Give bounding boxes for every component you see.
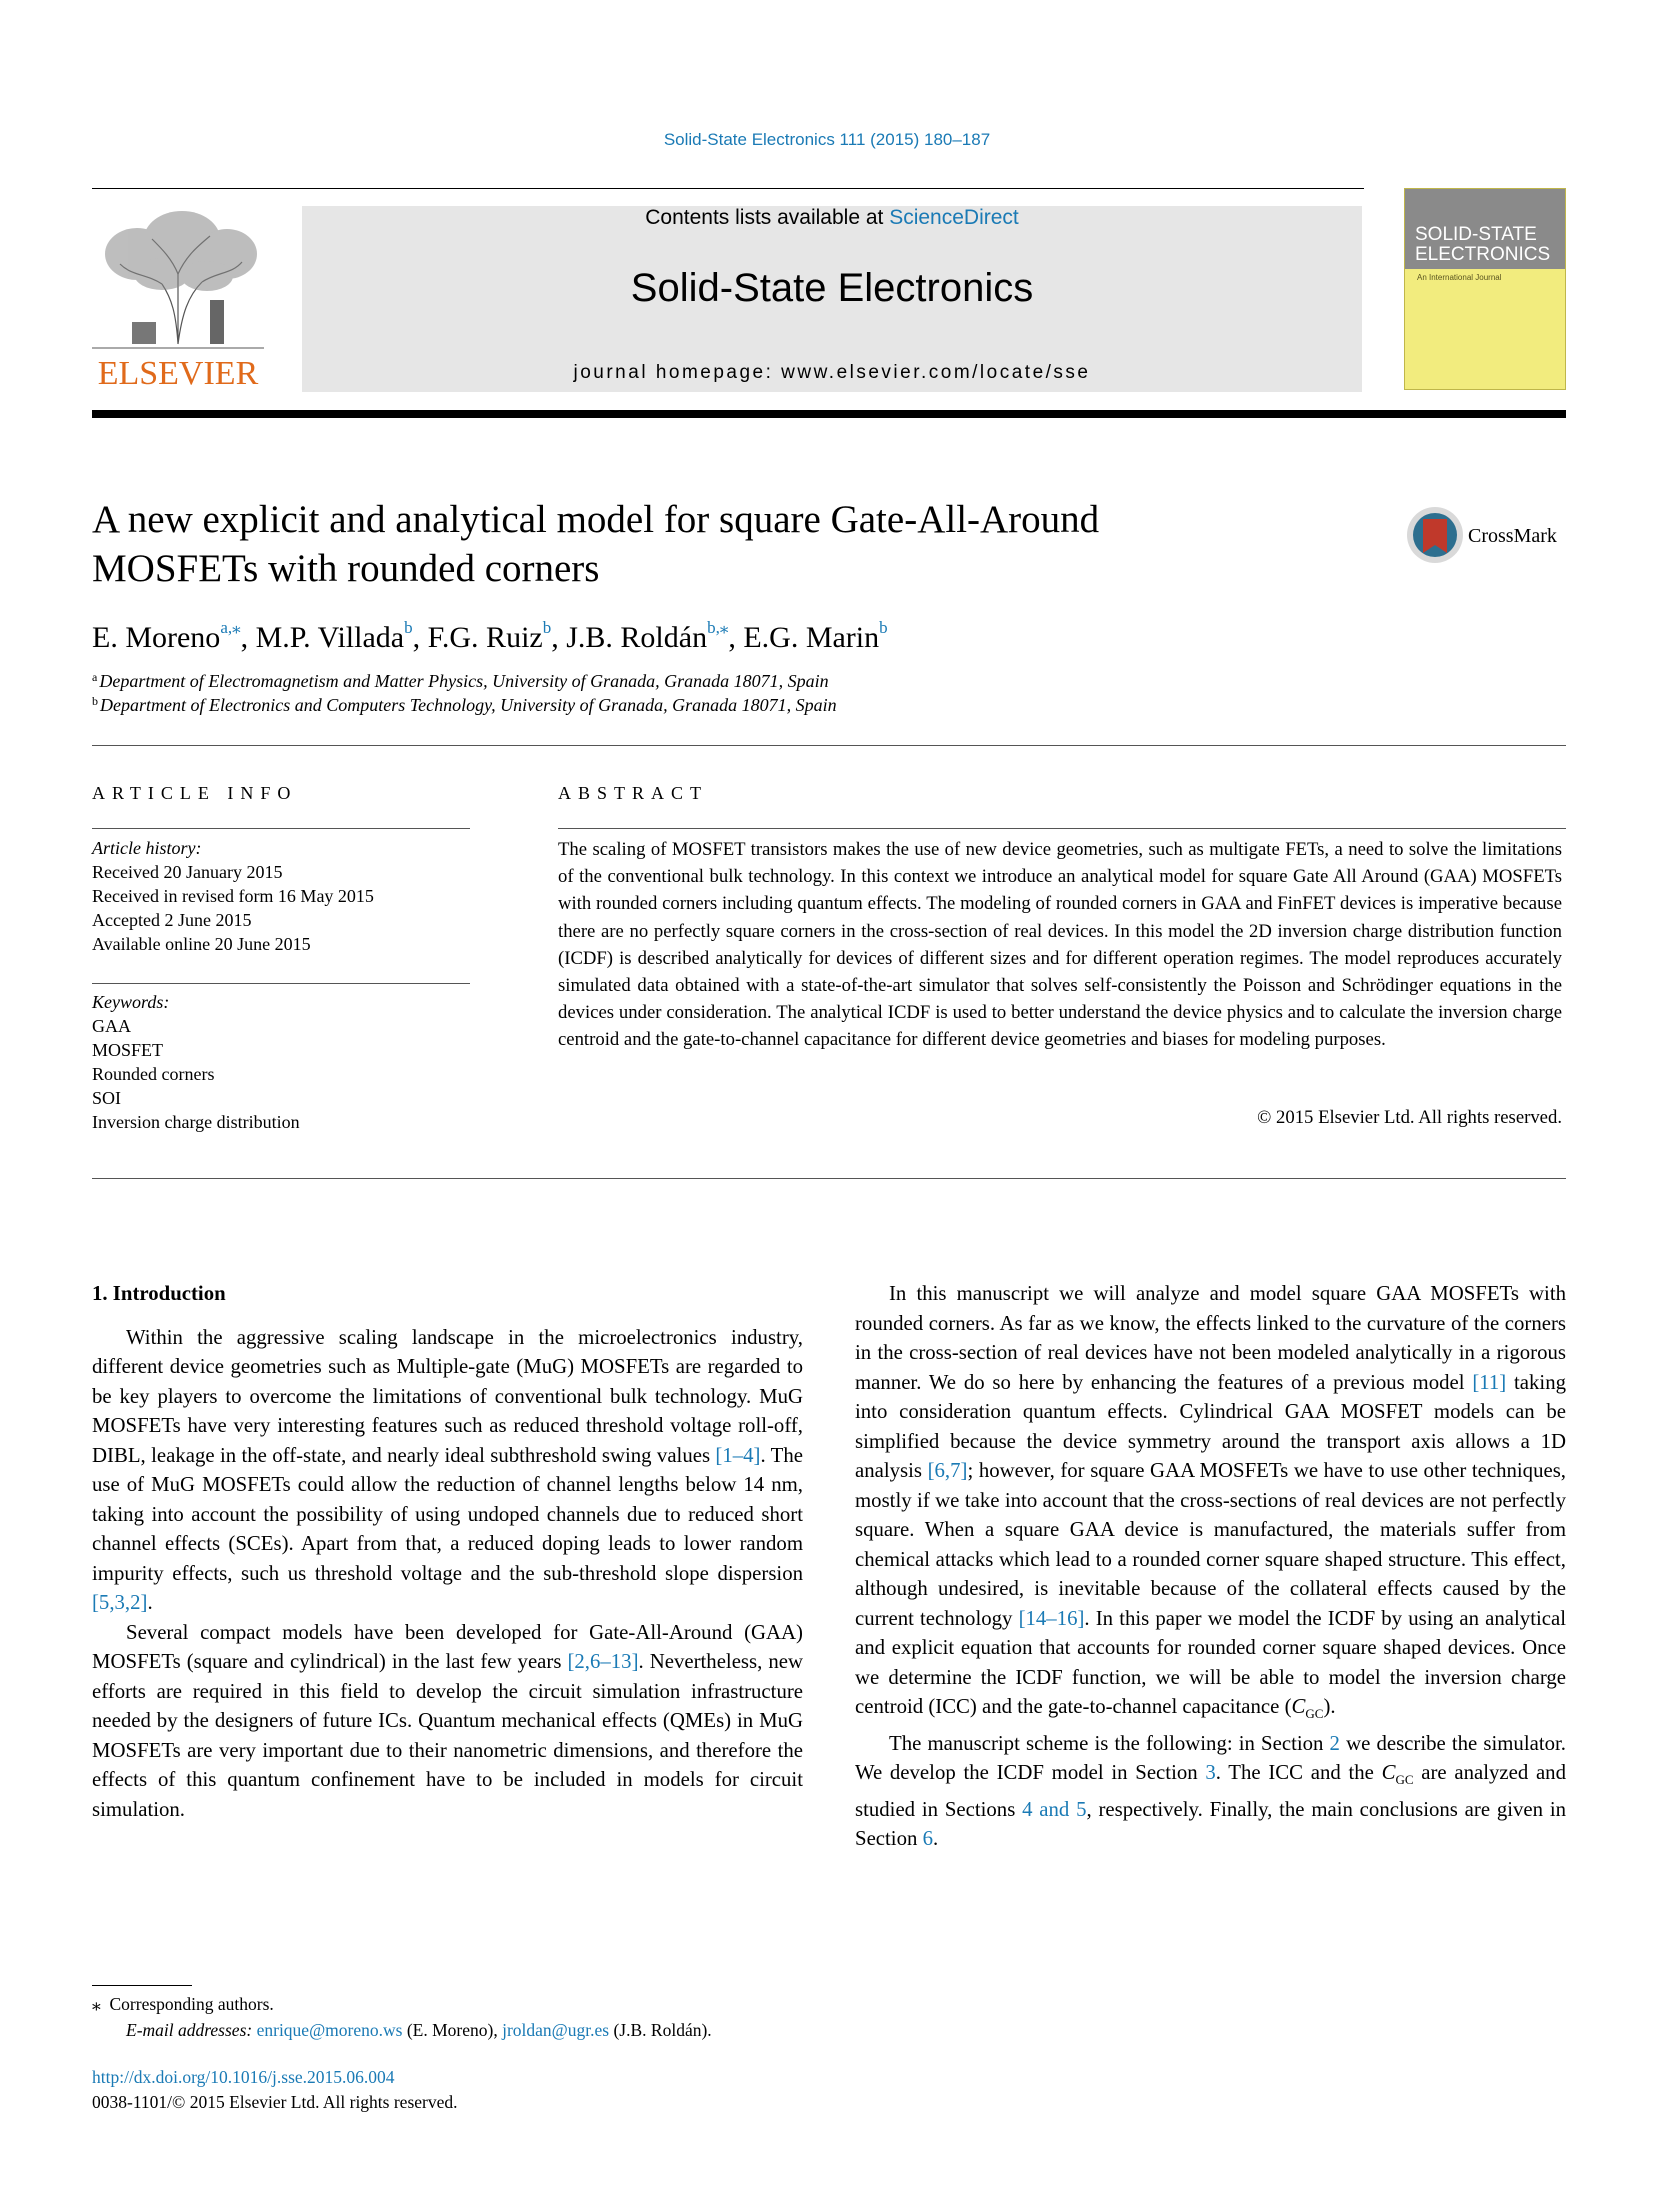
history-accepted: Accepted 2 June 2015 (92, 910, 252, 930)
affiliation-a: $^a$ Department of Electromagnetism and Matter Physics, University of Granada, Granada 18071, Spain (92, 670, 829, 691)
history-received: Received 20 January 2015 (92, 862, 283, 882)
header-top-rule (92, 188, 1364, 189)
body-column-right (855, 1279, 1566, 1854)
history-revised: Received in revised form 16 May 2015 (92, 886, 374, 906)
svg-text:ELSEVIER: ELSEVIER (97, 355, 259, 392)
article-info-rule (92, 828, 470, 829)
crossmark-icon[interactable] (1405, 505, 1465, 565)
keyword: MOSFET (92, 1040, 164, 1060)
author-affiliation-mark[interactable]: b (542, 618, 552, 637)
section-heading-introduction: 1. Introduction (92, 1282, 226, 1305)
elsevier-logo (92, 204, 264, 394)
header-bottom-rule (92, 410, 1566, 418)
contents-available: Contents lists available at ScienceDirect (645, 206, 1019, 229)
author-affiliation-mark[interactable]: a,⁎ (220, 618, 241, 637)
email-link[interactable]: enrique@moreno.ws (256, 2020, 403, 2040)
journal-reference-link[interactable]: Solid-State Electronics 111 (2015) 180–187 (663, 130, 991, 149)
journal-banner (302, 206, 1362, 392)
journal-title: Solid-State Electronics (630, 266, 1034, 310)
section-link[interactable]: 6 (922, 1827, 933, 1851)
crossmark-label[interactable]: CrossMark (1468, 525, 1557, 547)
section-link[interactable]: 2 (1329, 1731, 1340, 1755)
abstract-heading: ABSTRACT (558, 783, 709, 803)
cover-subtitle: An International Journal (1417, 273, 1502, 282)
author-name: M.P. Villada (255, 621, 405, 654)
keyword: SOI (92, 1088, 122, 1108)
abstract-copyright: © 2015 Elsevier Ltd. All rights reserved. (1257, 1107, 1562, 1128)
paper-title: A new explicit and analytical model for square Gate-All-Around MOSFETs with rounded corners (92, 498, 1100, 590)
author-name: F.G. Ruiz (427, 621, 543, 654)
body-paragraph: Several compact models have been developed for Gate-All-Around (GAA) MOSFETs (square and cylindrical) in the last few years [2,6–13]. Nevertheless, new efforts are required in this field to develop the circuit simulation infrastructure needed by the designers of future ICs. Quantum mechanical effects (QMEs) in MuG MOSFETs are very important due to their nanometric dimensions, and therefore the effects of this quantum confinement have to be included in models for circuit simulation. (92, 1620, 803, 1821)
keywords-label: Keywords: (92, 992, 170, 1012)
footnote-rule (92, 1985, 192, 1986)
body-paragraph: In this manuscript we will analyze and model square GAA MOSFETs with rounded corners. As far as we know, the effects linked to the curvature of the corners in the cross-section of real devices have not been modeled analytically in a rigorous manner. We do so here by enhancing the features of a previous model [11] taking into consideration quantum effects. Cylindrical GAA MOSFET models can be simplified because the device symmetry around the transport axis allows a 1D analysis [6,7]; however, for square GAA MOSFETs we have to use other techniques, mostly if we take into account that the cross-sections of real devices are not perfectly square. When a square GAA device is manufactured, the materials suffer from chemical attacks which lead to a rounded corner square shaped structure. This effect, although undesired, is inevitable because of the collateral effects caused by the current technology [14–16]. In this paper we model the ICDF by using an analytical and explicit equation that accounts for rounded corner square shaped devices. Once we determine the ICDF function, we will be able to model the inversion charge centroid (ICC) and the gate-to-channel capacitance $(C_{GC})$. (855, 1282, 1566, 1722)
abstract-rule (558, 828, 1566, 829)
journal-homepage[interactable]: journal homepage: www.elsevier.com/locate/sse (573, 362, 1091, 383)
cover-title: SOLID-STATE ELECTRONICS (1415, 224, 1551, 265)
history-online: Available online 20 June 2015 (92, 934, 311, 954)
article-info-heading: ARTICLE INFO (92, 783, 298, 803)
keyword: Inversion charge distribution (92, 1112, 300, 1132)
journal-cover-image (1404, 188, 1566, 390)
affiliation-b: $^b$ Department of Electronics and Computers Technology, University of Granada, Granada 18071, Spain (92, 694, 837, 715)
citation-link[interactable]: [1–4] (715, 1443, 761, 1467)
issn-copyright: 0038-1101/© 2015 Elsevier Ltd. All rights reserved. (92, 2092, 458, 2112)
footnote (92, 1991, 812, 2043)
author-name: J.B. Roldán (566, 621, 708, 654)
email-link[interactable]: jroldan@ugr.es (502, 2020, 610, 2040)
keywords-rule (92, 983, 470, 984)
author-affiliation-mark[interactable]: b,⁎ (707, 618, 729, 637)
author-name: E.G. Marin (743, 621, 880, 654)
section-link[interactable]: 3 (1205, 1761, 1216, 1785)
email-addresses: E-mail addresses: enrique@moreno.ws (E. Moreno), jroldan@ugr.es (J.B. Roldán). (126, 2020, 712, 2040)
section-link[interactable]: 4 and 5 (1022, 1797, 1087, 1821)
corresponding-authors: ⁎ Corresponding authors. (92, 1994, 274, 2014)
author-affiliation-mark[interactable]: b (879, 618, 888, 637)
author-list: E. Moreno$^{a,⁎}$, M.P. Villada$^b$, F.G. Ruiz$^b$, J.B. Roldán$^{b,⁎}$, E.G. Marin$^b$ (92, 618, 888, 654)
citation-link[interactable]: [6,7] (927, 1459, 968, 1482)
citation-link[interactable]: [2,6–13] (567, 1650, 639, 1673)
sciencedirect-link[interactable]: ScienceDirect (889, 206, 1019, 229)
keyword: Rounded corners (92, 1064, 215, 1084)
keyword: GAA (92, 1016, 131, 1036)
author-affiliation-mark[interactable]: b (404, 618, 413, 637)
citation-link[interactable]: [14–16] (1018, 1606, 1085, 1630)
history-label: Article history: (92, 838, 202, 858)
body-column-left (92, 1279, 803, 1824)
abstract-text: The scaling of MOSFET transistors makes the use of new device geometries, such as multigate FETs, a need to solve the limitations of the conventional bulk technology. In this context we introduce an analytical model for square Gate All Around (GAA) MOSFETs with rounded corners including quantum effects. The modeling of rounded corners in GAA and FinFET devices is imperative because there are no perfectly square corners in the cross-section of real devices. In this model the 2D inversion charge distribution function (ICDF) is described analytically for devices of different sizes and for different operation regimes. The model reproduces accurately simulated data obtained with a state-of-the-art simulator that solves self-consistently the Poisson and Schrödinger equations in the devices under consideration. The analytical ICDF is used to better understand the device physics and to calculate the inversion charge centroid and the gate-to-channel capacitance for different device geometries and biases for modeling purposes. (558, 839, 1562, 1051)
keywords (92, 990, 470, 1134)
citation-link[interactable]: [5,3,2] (92, 1591, 148, 1614)
affiliation-rule (92, 745, 1566, 746)
citation-link[interactable]: [11] (1472, 1370, 1507, 1394)
author-name: E. Moreno (92, 621, 221, 654)
doi-link[interactable]: http://dx.doi.org/10.1016/j.sse.2015.06.004 (92, 2067, 395, 2087)
abstract-bottom-rule (92, 1178, 1566, 1179)
article-history (92, 836, 470, 956)
body-paragraph: The manuscript scheme is the following: in Section 2 we describe the simulator. We develop the ICDF model in Section 3. The ICC and the $C_{GC}$ are analyzed and studied in Sections 4 and 5, respectively. Finally, the main conclusions are given in Section 6. (855, 1731, 1567, 1851)
body-paragraph: Within the aggressive scaling landscape in the microelectronics industry, different device geometries such as Multiple-gate (MuG) MOSFETs are regarded to be key players to overcome the limitations of conventional bulk technology. MuG MOSFETs have very interesting features such as reduced threshold voltage roll-off, DIBL, leakage in the off-state, and nearly ideal subthreshold swing values [1–4]. The use of MuG MOSFETs could allow the reduction of channel lengths below 14 nm, taking into account the possibility of using undoped channels due to reduced short channel effects (SCEs). Apart from that, a reduced doping leads to lower random impurity effects, such us threshold voltage and the sub-threshold slope dispersion [5,3,2]. (92, 1325, 803, 1614)
